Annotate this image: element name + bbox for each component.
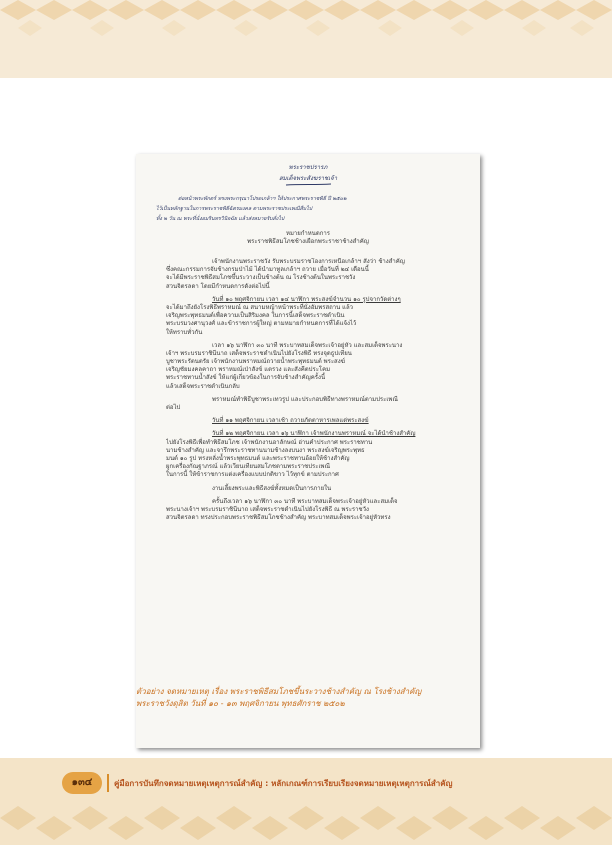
body-line: พระราชทานน้ำสังข์ ให้แก่ผู้เกี่ยวข้องในการจับช้างสำคัญครั้งนี้ <box>166 374 326 382</box>
body-line: ไปยังโรงพิธีเพื่อทำพิธีสมโภช เจ้าพนักงานอาลักษณ์ อ่านคำประกาศ พระราชทาน <box>166 438 373 446</box>
body-line: วันที่ ๑๒ พฤศจิกายน เวลา ๑๖ นาฬิกา เจ้าพนักงานพราหมณ์ จะได้นำช้างสำคัญ <box>212 430 416 438</box>
document-title-line-2: พระราชพิธีสมโภชช้างเผือกพระราชาช้างสำคัญ <box>247 238 369 246</box>
body-line: มนต์ ๑๐ รูป ทรงหลั่งน้ำพระพุทธมนต์ และพระราชทานอ้อยให้ช้างสำคัญ <box>166 454 350 462</box>
body-line: ซึ่งคณะกรรมการจับช้างกรมป่าไม้ ได้นำมาทูลเกล้าฯ ถวาย เมื่อวันที่ ๒๔ เดือนนี้ <box>166 266 369 274</box>
body-line: ให้ทราบทั่วกัน <box>166 328 203 336</box>
body-line: เจ้าฯ พระบรมราชินีนาถ เสด็จพระราชดำเนินไปยังโรงพิธี ทรงจุดธูปเทียน <box>166 349 352 357</box>
caption-line-2: พระราชวังดุสิต วันที่ ๑๐ - ๑๓ พฤศจิกายน พุทธศักราช ๒๕๐๒ <box>136 699 345 708</box>
handwritten-note-line: ทั้ง ๒ วัน ณ พระที่นั่งอมรินทรวินิจฉัย แล้วส่งหมายรับสั่งไป <box>156 216 285 222</box>
scanned-document <box>136 154 480 748</box>
body-line: ในการนี้ ให้ข้าราชการแต่งเครื่องแบบปกติขาว ไว้ทุกข์ ตามประกาศ <box>166 471 339 479</box>
handwritten-subheading: สมเด็จพระสังฆราชเจ้า <box>278 175 338 182</box>
handwritten-note-line: ต่อหน้าพระพักตร์ ทรงพระกรุณาโปรดเกล้าฯ ให้ประกาศพระราชพิธี ปี ๒๕๐๒ <box>178 196 347 202</box>
body-line: พระบรมวงศานุวงศ์ และข้าราชการผู้ใหญ่ ตามหมายกำหนดการที่ได้แจ้งไว้ <box>166 320 357 328</box>
footer-divider <box>107 774 109 792</box>
body-line: จะได้มาถึงยังโรงพิธีพราหมณ์ ณ สนามหญ้าหน้าพระที่นั่งอัมพรสถาน แล้ว <box>166 303 354 311</box>
top-decorative-band <box>0 0 612 78</box>
body-line: บูชาพระรัตนตรัย เจ้าพนักงานพราหมณ์ถวายน้ำพระพุทธมนต์ พระสงฆ์ <box>166 358 346 366</box>
footer-title: คู่มือการบันทึกจดหมายเหตุเหตุการณ์สำคัญ : หลักเกณฑ์การเรียบเรียงจดหมายเหตุเหตุการณ์สำคัญ <box>114 779 453 788</box>
body-line: งานเลี้ยงพระและพิธีสงฆ์ทั้งหมดเป็นการภายใน <box>212 484 332 492</box>
typed-body <box>166 258 466 522</box>
typed-title-block <box>152 230 464 246</box>
body-line: สวนจิตรลดา ทรงประกอบพระราชพิธีสมโภชช้างสำคัญ พระบาทสมเด็จพระเจ้าอยู่หัวทรง <box>166 514 391 522</box>
body-line: ผูกเครื่องกัณฐาภรณ์ แล้วเวียนเทียนสมโภชตามพระราชประเพณี <box>166 463 331 471</box>
body-line: นามช้างสำคัญ และจารึกพระราชทานนามช้างลงบนงา พระสงฆ์เจริญพระพุทธ <box>166 446 365 454</box>
handwritten-underline <box>286 184 331 185</box>
document-title-line-1: หมายกำหนดการ <box>286 230 330 237</box>
body-line: วันที่ ๑๑ พฤศจิกายน เวลาเช้า ถวายภัตตาหารเพลแด่พระสงฆ์ <box>212 417 369 425</box>
body-line: เจ้าพนักงานพระราชวัง รับพระบรมราชโองการเหนือเกล้าฯ สั่งว่า ช้างสำคัญ <box>212 258 405 265</box>
body-line: จะได้มีพระราชพิธีสมโภชขึ้นระวางเป็นช้างต้น ณ โรงช้างต้นในพระราชวัง <box>166 274 356 282</box>
figure-caption <box>136 686 516 710</box>
body-line: เจริญพระพุทธมนต์เพื่อความเป็นสิริมงคล ในการนี้เสด็จพระราชดำเนิน <box>166 312 345 320</box>
caption-line-1: ตัวอย่าง จดหมายเหตุ เรื่อง พระราชพิธีสมโภชขึ้นระวางช้างสำคัญ ณ โรงช้างสำคัญ <box>136 687 422 696</box>
body-line: วันที่ ๑๐ พฤศจิกายน เวลา ๑๔ นาฬิกา พระสงฆ์จำนวน ๑๐ รูปจากวัดต่างๆ <box>212 295 401 303</box>
body-line: แล้วเสด็จพระราชดำเนินกลับ <box>166 382 240 390</box>
top-diamond-pattern <box>0 0 612 78</box>
page-content <box>0 78 612 758</box>
page-number-badge: ๑๓๔ <box>62 772 102 794</box>
handwritten-heading: พระราชปรารภ <box>288 164 328 171</box>
page-footer <box>0 770 612 800</box>
body-line: เจริญชัยมงคลคาถา พราหมณ์เป่าสังข์ แตรวง และสังคีตประโคม <box>166 366 331 374</box>
body-line: ครั้นถึงเวลา ๑๖ นาฬิกา ๓๐ นาที พระบาทสมเด็จพระเจ้าอยู่หัวและสมเด็จ <box>212 497 398 505</box>
body-line: ต่อไป <box>166 404 181 411</box>
body-line: เวลา ๑๖ นาฬิกา ๓๐ นาที พระบาทสมเด็จพระเจ้าอยู่หัว และสมเด็จพระนาง <box>212 341 403 349</box>
handwritten-note-line: ไว้เป็นหลักฐานในการพระราชพิธีฉัตรมงคล ตามพระราชประเพณีสืบไป <box>156 206 312 212</box>
body-line: พราหมณ์ทำพิธีบูชาพระเทวรูป และประกอบพิธีทางพราหมณ์ตามประเพณี <box>212 395 398 403</box>
body-line: พระนางเจ้าฯ พระบรมราชินีนาถ เสด็จพระราชดำเนินไปยังโรงพิธี ณ พระราชวัง <box>166 505 369 513</box>
body-line: สวนจิตรลดา โดยมีกำหนดการดังต่อไปนี้ <box>166 282 270 290</box>
